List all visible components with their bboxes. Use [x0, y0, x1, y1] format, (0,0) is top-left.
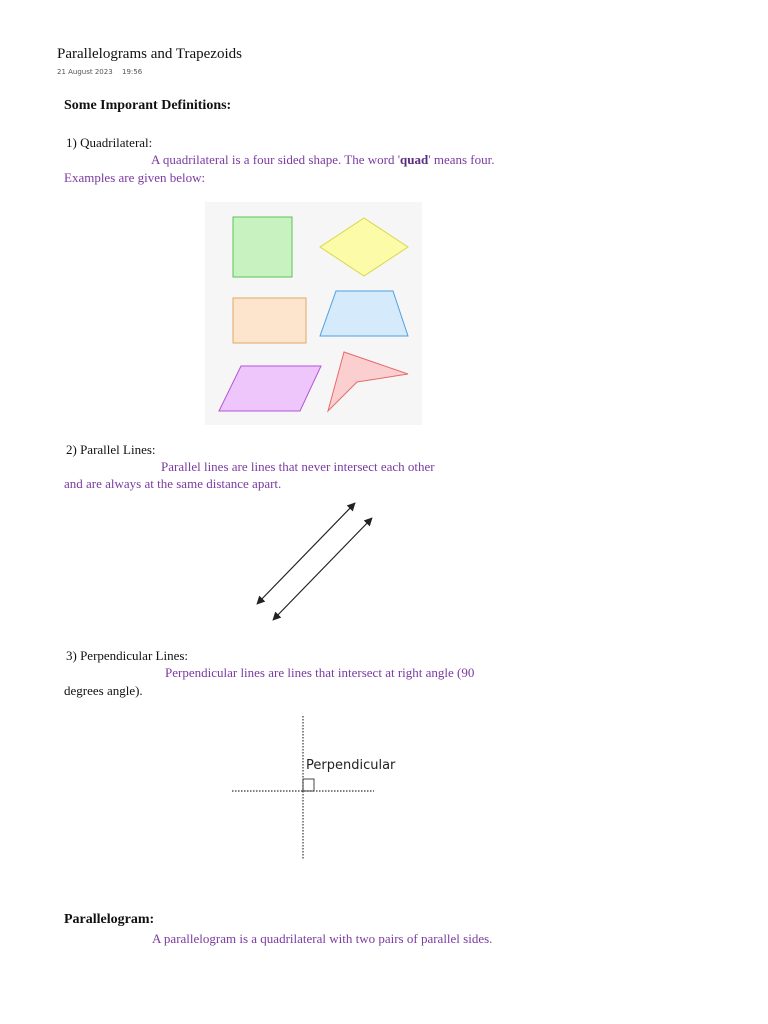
page-title: Parallelograms and Trapezoids	[57, 46, 242, 62]
quad-def-post: ' means four.	[428, 152, 495, 167]
perpendicular-lines-figure	[230, 714, 405, 862]
perpendicular-lines-definition: Perpendicular lines are lines that intersect at right angle (90	[165, 665, 475, 680]
orange-rectangle	[233, 298, 306, 343]
definitions-heading: Some Imporant Definitions:	[64, 98, 232, 113]
parallelogram-definition: A parallelogram is a quadrilateral with two pairs of parallel sides.	[152, 931, 493, 946]
quadrilateral-examples-text: Examples are given below:	[64, 170, 206, 185]
parallel-lines-label: 2) Parallel Lines:	[66, 442, 156, 457]
quadrilateral-examples-figure	[205, 202, 422, 425]
perpendicular-figure-label: Perpendicular	[306, 758, 396, 773]
quadrilateral-definition	[151, 152, 494, 168]
right-angle-mark	[303, 779, 314, 791]
quadrilateral-label: 1) Quadrilateral:	[66, 135, 153, 150]
page-date: 21 August 2023	[57, 68, 113, 76]
quad-def-bold: quad	[400, 152, 429, 167]
parallel-lines-figure	[248, 496, 380, 628]
quad-def-pre: A quadrilateral is a four sided shape. The word '	[151, 152, 401, 167]
parallel-line-b	[273, 518, 372, 620]
green-square	[233, 217, 292, 277]
parallel-lines-definition-cont: and are always at the same distance apart.	[64, 476, 282, 491]
page-time: 19:56	[122, 68, 143, 76]
perpendicular-lines-label: 3) Perpendicular Lines:	[66, 648, 189, 663]
blue-trapezoid	[320, 291, 408, 336]
parallel-lines-definition: Parallel lines are lines that never intersect each other	[161, 459, 435, 474]
perpendicular-lines-definition-cont: degrees angle).	[64, 683, 143, 698]
parallelogram-heading: Parallelogram:	[64, 912, 155, 927]
parallel-line-a	[257, 503, 355, 604]
